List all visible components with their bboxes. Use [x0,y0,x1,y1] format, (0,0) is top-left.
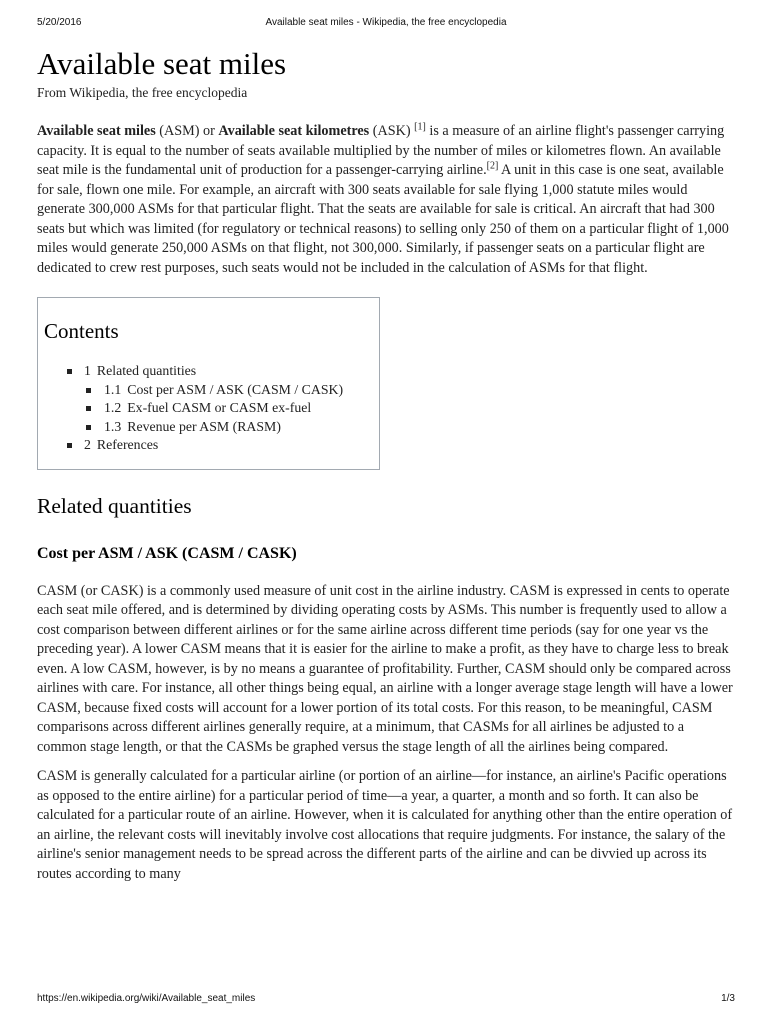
toc-number: 1.2 [104,400,122,415]
reference-2-link[interactable]: [2] [486,160,499,172]
print-header [37,17,735,31]
term-asm: Available seat miles [37,123,156,139]
section-heading-related-quantities: Related quantities [37,493,192,518]
reference-1-link[interactable]: [1] [414,121,426,133]
bullet-icon [86,406,91,411]
toc-label: References [96,437,159,452]
print-url: https://en.wikipedia.org/wiki/Available_seat_miles [37,993,256,1004]
intro-text-2: A unit in this case is one seat, available for sale, flown one mile. For example, an aircraft with 300 seats available for sale flying 1,000 statute miles would generate 300,000 ASMs for that particular flight. That the seats are available for sale is critical. An aircraft that had 300 seats but which was limited (for regulatory or technical reasons) to selling only 250 of them on a particular flight of 1,000 miles would generate 250,000 ASMs on that flight, not 300,000. Similarly, if passenger seats on a particular flight are dedicated to crew rest purposes, such seats would not be included in the calculation of ASMs for that flight. [37,162,729,276]
toc-item-rasm[interactable] [84,418,379,437]
intro-text-1: is a measure of an airline flight's passenger carrying capacity. It is equal to the number of seats available multiplied by the number of miles or kilometres flown. An available seat mile is the fundamental unit of production for a passenger-carrying airline. [37,123,725,178]
toc-number: 2 [84,437,91,452]
toc-sublist [84,381,379,437]
toc-label: Cost per ASM / ASK (CASM / CASK) [127,381,344,397]
toc-label: Revenue per ASM (RASM) [127,418,281,434]
toc-item-references[interactable] [44,436,379,455]
toc-heading: Contents [44,319,119,343]
table-of-contents [37,297,380,470]
toc-number: 1 [84,363,91,378]
print-title: Available seat miles - Wikipedia, the free encyclopedia [265,17,507,28]
toc-list [44,362,379,455]
page-number: 1/3 [721,993,735,1004]
print-date: 5/20/2016 [37,17,82,28]
toc-item-casm[interactable] [84,381,379,400]
abbr-asm: (ASM) or [155,123,219,139]
toc-label: Related quantities [96,363,197,378]
page-title: Available seat miles [37,46,287,81]
term-ask: Available seat kilometres [218,123,370,139]
subsection-heading-casm: Cost per ASM / ASK (CASM / CASK) [37,544,297,562]
toc-item-ex-fuel-casm[interactable] [84,399,379,418]
intro-paragraph [37,122,734,278]
toc-number: 1.1 [104,381,122,397]
toc-item-related-quantities[interactable] [44,362,379,436]
casm-paragraph-2: CASM is generally calculated for a particular airline (or portion of an airline—for instance, an airline's Pacific operations as opposed to the entire airline) for a particular period of time—a year, a quarter, a month and so forth. It can also be calculated for a particular route of an airline. However, when it is calculated for anything other than the entire operation of an airline, the relevant costs will inevitably involve cost allocations that require judgments. For instance, the salary of the airline's senior management needs to be spread across the different parts of the airline and can be divvied up across its routes according to many [37,768,733,882]
print-footer [37,993,735,1007]
bullet-icon [67,369,72,374]
toc-number: 1.3 [104,418,122,434]
site-tagline: From Wikipedia, the free encyclopedia [37,85,248,100]
abbr-ask: (ASK) [369,123,415,139]
bullet-icon [67,443,72,448]
bullet-icon [86,388,91,393]
casm-paragraph-1: CASM (or CASK) is a commonly used measure of unit cost in the airline industry. CASM is expressed in cents to operate each seat mile offered, and is determined by dividing operating costs by ASMs. This number is frequently used to allow a cost comparison between different airlines or for the same airline across different time periods (say for one year vs the preceding year). A lower CASM means that it is easier for the airline to make a profit, as they have to charge less to break even. A low CASM, however, is by no means a guarantee of profitability. Further, CASM should only be compared across airlines with care. For instance, all other things being equal, an airline with a longer average stage length will have a lower CASM, because fixed costs will account for a lower portion of its total costs. For this reason, to be meaningful, CASM comparisons across different airlines generally require, at a minimum, that CASMs for all airlines be adjusted to a common stage length, or that the CASMs be graphed versus the stage length of all the airlines being compared. [37,582,733,755]
toc-label: Ex-fuel CASM or CASM ex-fuel [127,400,312,415]
bullet-icon [86,425,91,430]
article-content [37,44,734,884]
